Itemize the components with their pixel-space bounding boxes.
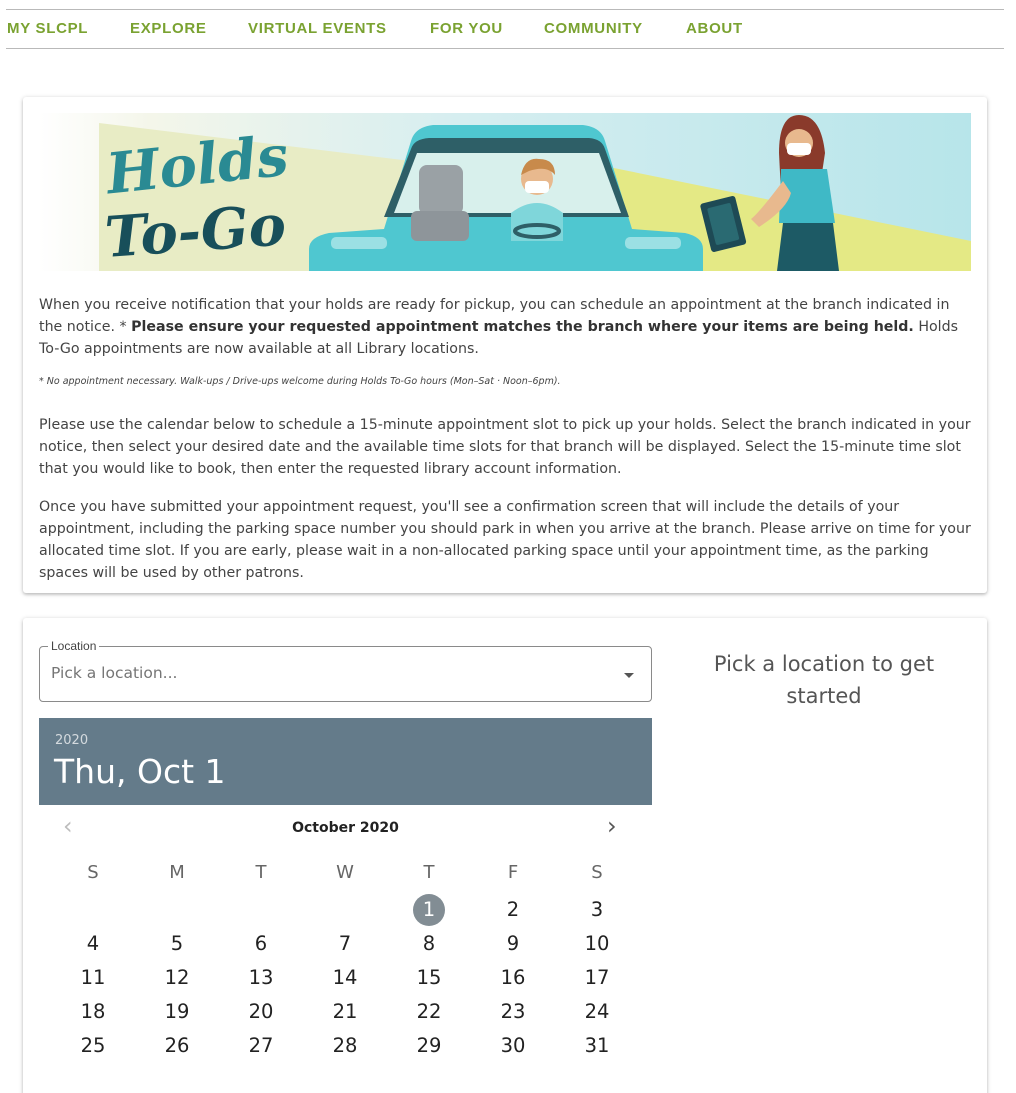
nav-item-virtual-events[interactable]: VIRTUAL EVENTS — [248, 20, 387, 37]
calendar-day[interactable]: 26 — [164, 1034, 190, 1057]
info-card — [23, 97, 987, 593]
dropdown-arrow-icon[interactable] — [624, 673, 634, 678]
banner-title-line1: Holds — [103, 122, 292, 208]
banner-title-line2: To-Go — [102, 192, 289, 271]
calendar-day[interactable]: 21 — [332, 1000, 358, 1023]
calendar-day[interactable]: 30 — [500, 1034, 526, 1057]
calendar-day[interactable]: 9 — [506, 932, 520, 955]
nav-item-about[interactable]: ABOUT — [686, 20, 743, 37]
location-input[interactable] — [51, 664, 611, 682]
weekday-label: F — [507, 862, 519, 883]
booking-card — [23, 618, 987, 1093]
calendar-day[interactable]: 16 — [500, 966, 526, 989]
calendar-day[interactable]: 23 — [500, 1000, 526, 1023]
calendar-day[interactable]: 14 — [332, 966, 358, 989]
calendar-day[interactable]: 25 — [80, 1034, 106, 1057]
weekday-label: S — [87, 862, 99, 883]
calendar-day[interactable]: 19 — [164, 1000, 190, 1023]
banner-illustration — [39, 113, 971, 271]
month-label: October 2020 — [292, 820, 399, 836]
weekday-label: W — [336, 862, 354, 883]
calendar-year[interactable]: 2020 — [55, 733, 89, 748]
nav-item-community[interactable]: COMMUNITY — [544, 20, 643, 37]
calendar-day[interactable]: 2 — [506, 898, 520, 921]
nav-item-my-slcpl[interactable]: MY SLCPL — [7, 20, 89, 37]
intro-paragraph — [39, 294, 975, 360]
location-select[interactable] — [39, 639, 652, 702]
chevron-right-icon[interactable]: › — [607, 812, 617, 840]
calendar-day[interactable]: 4 — [86, 932, 100, 955]
calendar-day[interactable]: 17 — [584, 966, 610, 989]
calendar-day[interactable]: 31 — [584, 1034, 610, 1057]
instructions-paragraph: Please use the calendar below to schedule a 15-minute appointment slot to pick up your holds. Select the branch indicated in your notice, then select your desired date and the available time slots for that branch will be displayed. Select the 15-minute time slot that you would like to book, then enter the requested library account information. — [39, 417, 971, 477]
calendar-day-selected[interactable]: 1 — [413, 894, 445, 926]
intro-text: When you receive notification that your holds are ready for pickup, you can schedule an appointment at the branch indicated in the notice. * — [39, 297, 950, 335]
weekday-label: S — [591, 862, 603, 883]
calendar-day[interactable]: 27 — [248, 1034, 274, 1057]
nav-item-explore[interactable]: EXPLORE — [130, 20, 207, 37]
calendar-day[interactable]: 10 — [584, 932, 610, 955]
calendar-day[interactable]: 11 — [80, 966, 106, 989]
intro-text-end: Holds To-Go appointments are now available at all Library locations. — [39, 319, 959, 357]
calendar-day[interactable]: 24 — [584, 1000, 610, 1023]
calendar-day[interactable]: 15 — [416, 966, 442, 989]
weekday-label: M — [169, 862, 185, 883]
intro-warning: Please ensure your requested appointment matches the branch where your items are being held. — [131, 319, 914, 335]
weekday-label: T — [255, 862, 267, 883]
weekday-label: T — [423, 862, 435, 883]
calendar-day[interactable]: 6 — [254, 932, 268, 955]
calendar-day[interactable]: 28 — [332, 1034, 358, 1057]
location-label: Location — [48, 639, 99, 653]
calendar-day[interactable]: 5 — [170, 932, 184, 955]
calendar-day[interactable]: 20 — [248, 1000, 274, 1023]
holds-to-go-banner — [39, 113, 971, 271]
pick-location-message: Pick a location to get started — [713, 652, 935, 708]
calendar-day[interactable]: 29 — [416, 1034, 442, 1057]
calendar-selected-date: Thu, Oct 1 — [54, 752, 226, 791]
calendar-day[interactable]: 8 — [422, 932, 436, 955]
calendar-day[interactable]: 13 — [248, 966, 274, 989]
confirmation-paragraph: Once you have submitted your appointment request, you'll see a confirmation screen that will include the details of your appointment, including the parking space number you should park in when you arrive at the branch. Please arrive on time for your allocated time slot. If you are early, please wait in a non-allocated parking space until your appointment time, as the parking spaces will be used by other patrons. — [39, 499, 971, 581]
calendar-header — [39, 718, 652, 805]
main-nav — [6, 9, 1004, 49]
calendar-day[interactable]: 7 — [338, 932, 352, 955]
calendar-day[interactable]: 18 — [80, 1000, 106, 1023]
walkup-note: * No appointment necessary. Walk-ups / Drive-ups welcome during Holds To-Go hours (Mon–Sat · Noon–6pm). — [39, 376, 561, 387]
calendar-day[interactable]: 3 — [590, 898, 604, 921]
calendar-day[interactable]: 12 — [164, 966, 190, 989]
chevron-left-icon[interactable]: ‹ — [63, 812, 73, 840]
calendar-day[interactable]: 22 — [416, 1000, 442, 1023]
month-switcher — [39, 805, 652, 851]
nav-item-for-you[interactable]: FOR YOU — [430, 20, 503, 37]
